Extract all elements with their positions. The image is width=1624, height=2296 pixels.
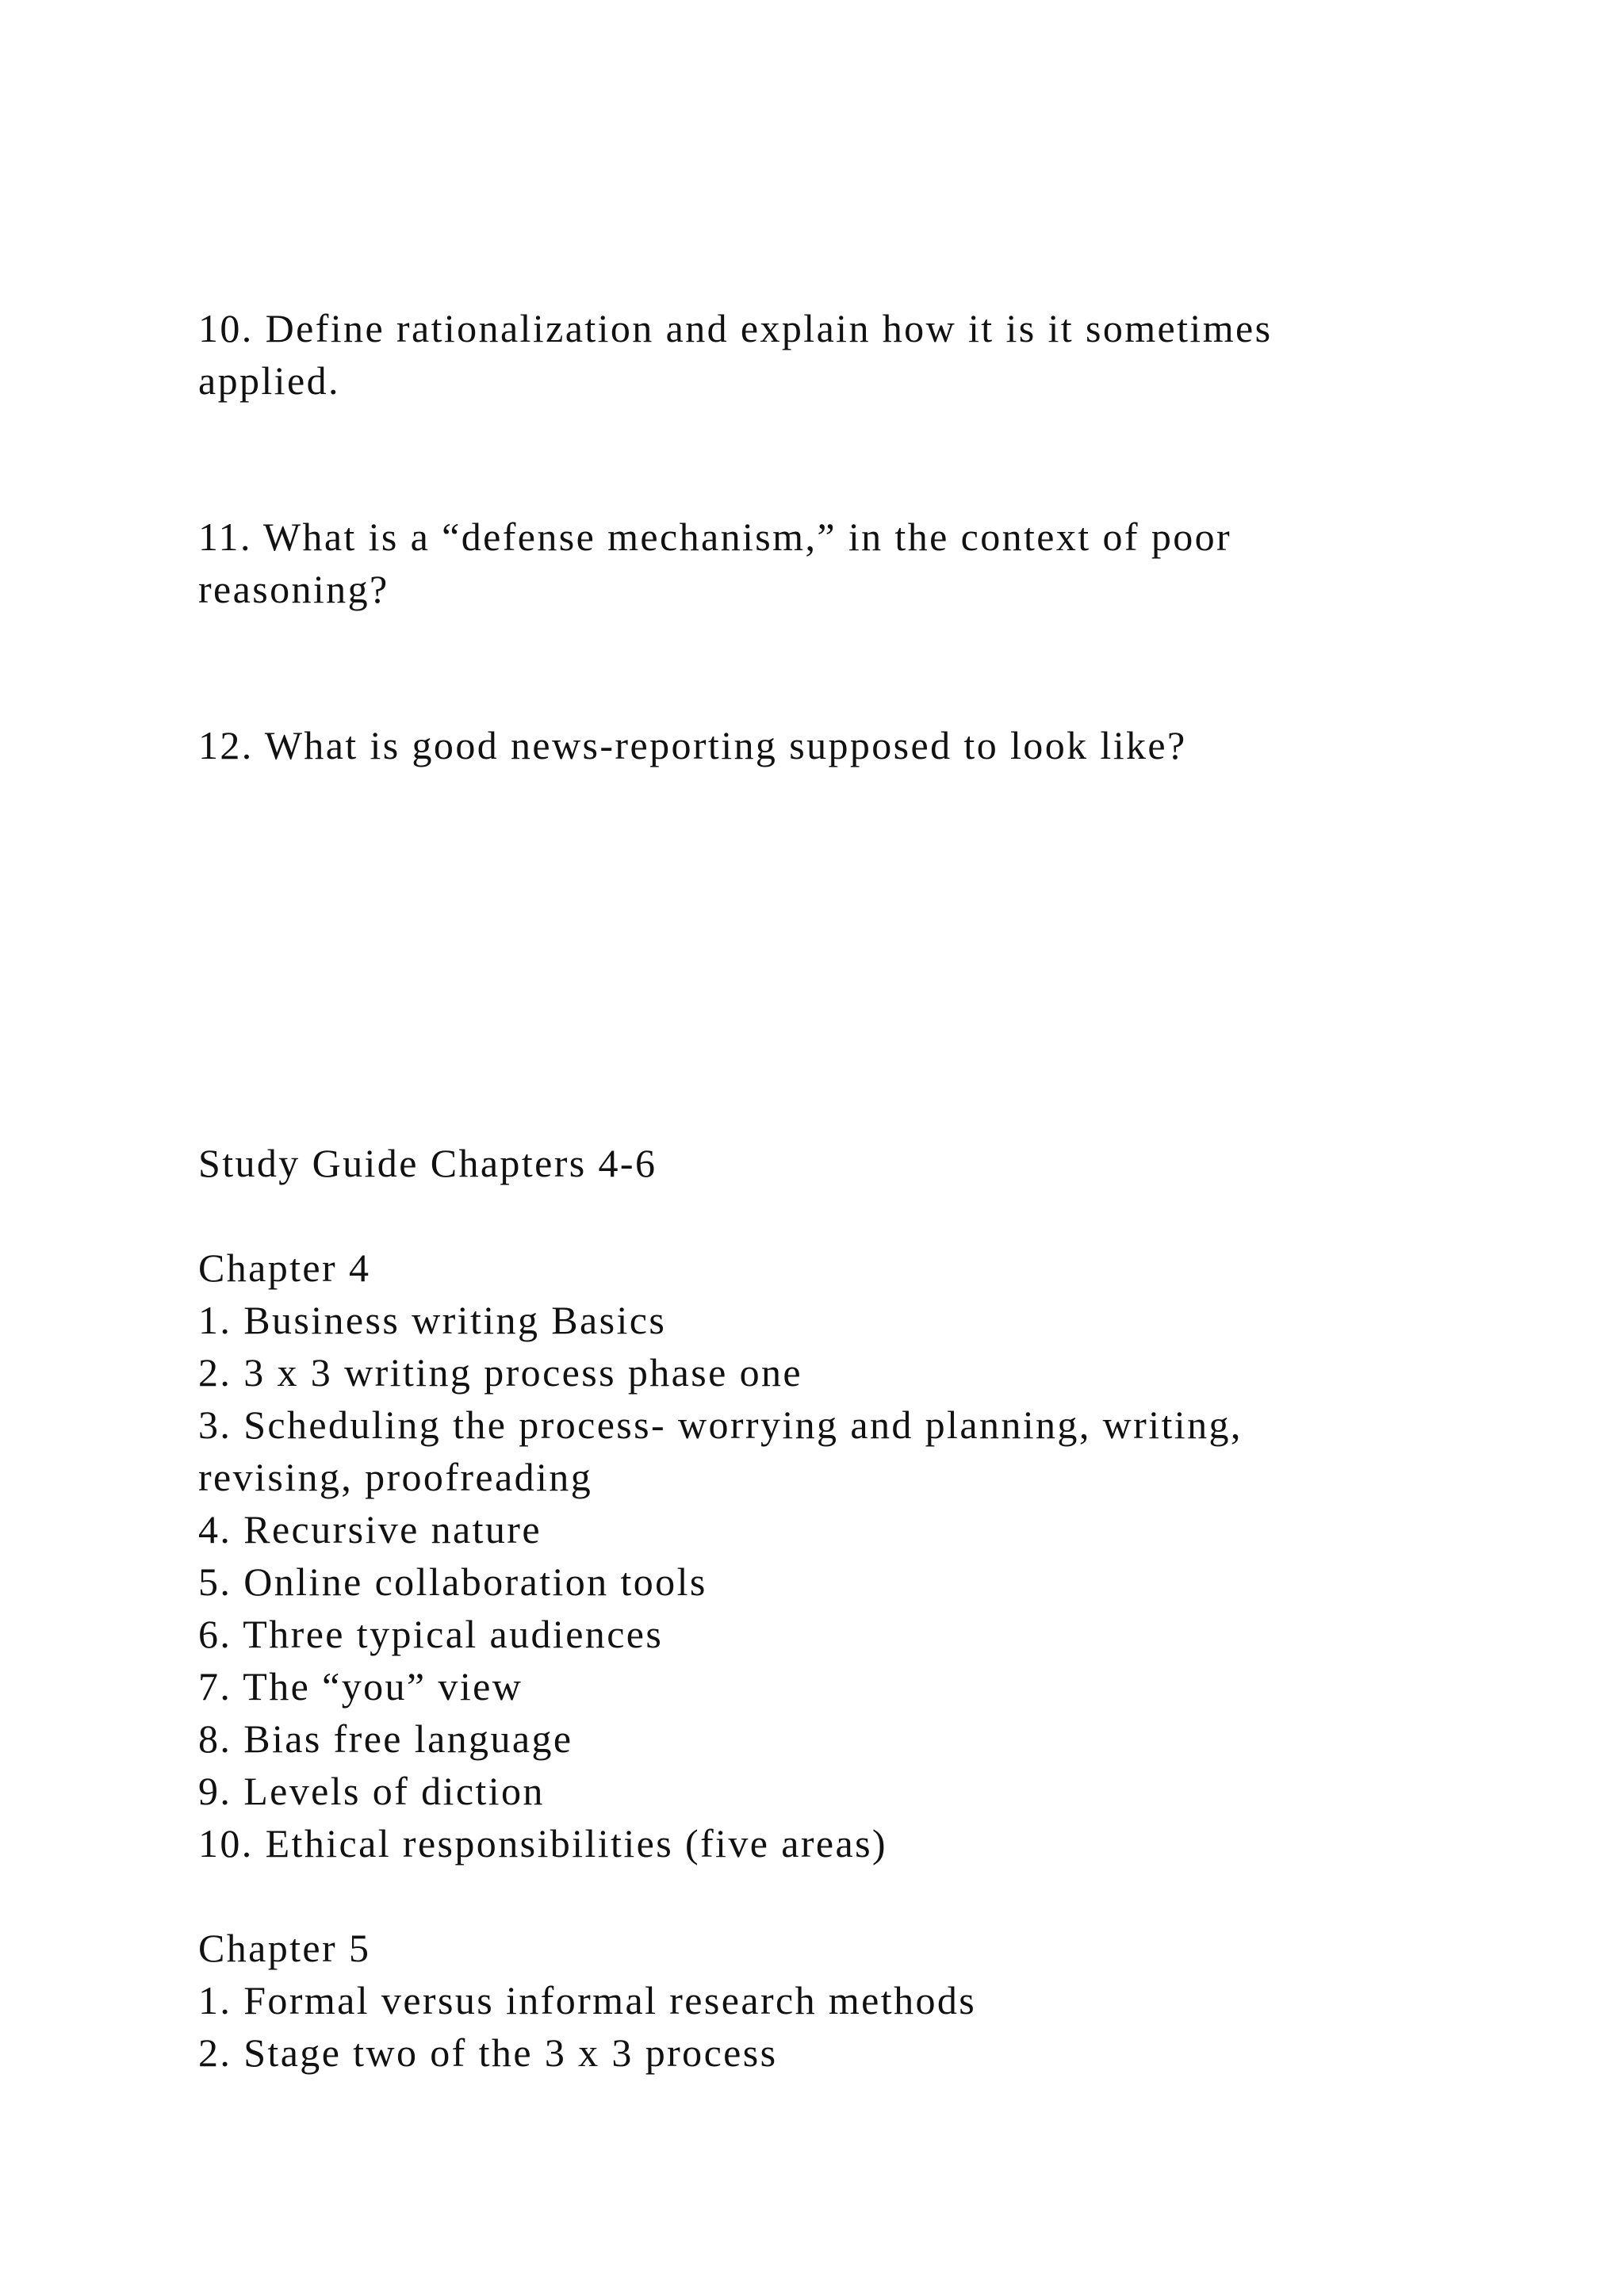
question-12: 12. What is good news-reporting supposed to look like?	[198, 723, 1187, 767]
chapter-4-item: 6. Three typical audiences	[198, 1612, 664, 1656]
chapter-5-heading: Chapter 5	[198, 1926, 371, 1970]
chapter-4-item: 5. Online collaboration tools	[198, 1559, 707, 1604]
chapter-4-item: 7. The “you” view	[198, 1664, 523, 1709]
study-guide-title: Study Guide Chapters 4-6	[198, 1141, 657, 1185]
chapter-4-item: 9. Levels of diction	[198, 1769, 545, 1813]
chapter-4-item: 3. Scheduling the process- worrying and planning, writing,	[198, 1402, 1243, 1447]
question-10-line-1: 10. Define rationalization and explain how it is it sometimes	[198, 306, 1273, 350]
question-11-line-2: reasoning?	[198, 567, 389, 611]
question-10-line-2: applied.	[198, 358, 340, 403]
chapter-4-item: revising, proofreading	[198, 1455, 593, 1499]
chapter-4-item: 10. Ethical responsibilities (five areas)	[198, 1821, 887, 1866]
chapter-4-heading: Chapter 4	[198, 1246, 371, 1290]
chapter-4-item: 8. Bias free language	[198, 1716, 573, 1761]
chapter-5-item: 1. Formal versus informal research methods	[198, 1978, 977, 2022]
chapter-5-item: 2. Stage two of the 3 x 3 process	[198, 2030, 778, 2075]
question-11-line-1: 11. What is a “defense mechanism,” in the context of poor	[198, 515, 1232, 559]
chapter-4-item: 2. 3 x 3 writing process phase one	[198, 1350, 803, 1395]
chapter-4-item: 1. Business writing Basics	[198, 1298, 667, 1342]
chapter-4-item: 4. Recursive nature	[198, 1507, 542, 1552]
